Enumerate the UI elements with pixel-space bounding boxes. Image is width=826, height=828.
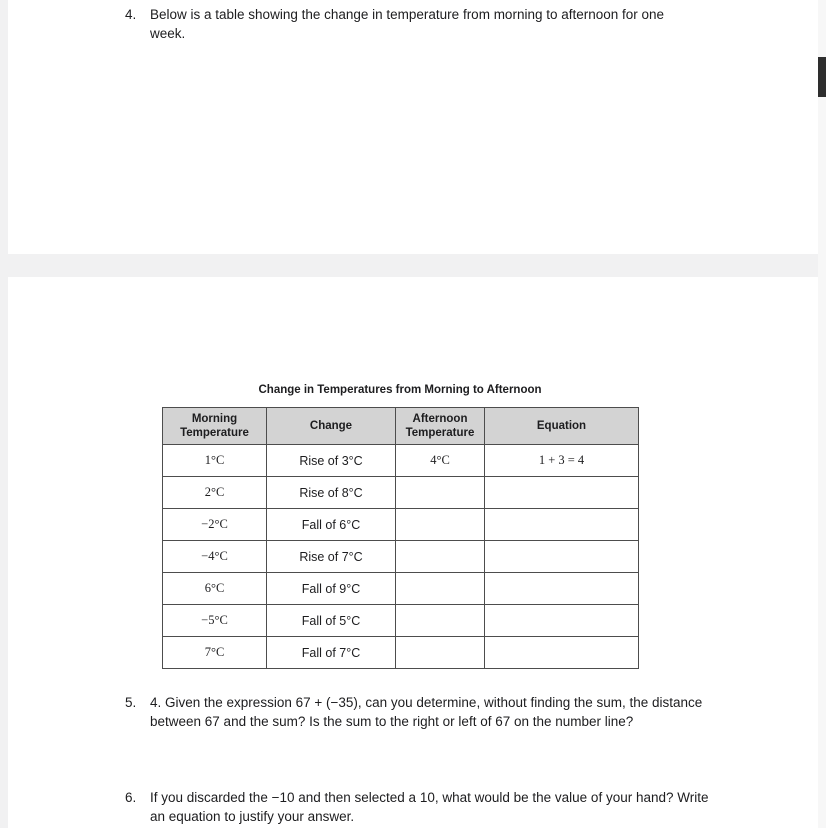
table-cell [396,509,485,541]
table-cell [485,509,639,541]
table-row [163,445,639,477]
table-cell: Fall of 6°C [267,509,396,541]
table-cell: Rise of 8°C [267,477,396,509]
table-cell [485,637,639,669]
table-cell: 4°C [396,445,485,477]
page-1 [8,0,818,254]
table-cell [396,541,485,573]
question-6 [125,788,721,826]
header-change: Change [267,408,396,445]
table-cell: Rise of 7°C [267,541,396,573]
table-cell: −5°C [163,605,267,637]
scrollbar-thumb[interactable] [818,57,826,97]
table-cell [396,573,485,605]
table-cell [485,573,639,605]
table-row [163,541,639,573]
table-cell: Fall of 7°C [267,637,396,669]
header-afternoon-temperature: Afternoon Temperature [396,408,485,445]
question-5-text: 4. Given the expression 67 + (−35), can you determine, without finding the sum, the distance between 67 and the sum? Is the sum to the right or left of 67 on the number line? [150,695,703,729]
temperature-table [162,407,639,669]
question-5 [125,693,721,731]
table-cell: −2°C [163,509,267,541]
header-morning-temperature: Morning Temperature [163,408,267,445]
temperature-table-grid [162,407,639,669]
header-equation: Equation [485,408,639,445]
table-row [163,637,639,669]
question-4-text: Below is a table showing the change in temperature from morning to afternoon for one week. [150,7,665,41]
question-6-number: 6. [125,790,137,805]
table-cell: 1°C [163,445,267,477]
table-cell: 2°C [163,477,267,509]
question-5-number: 5. [125,695,137,710]
scrollbar[interactable] [818,0,826,828]
table-cell: 6°C [163,573,267,605]
page-gap [0,254,826,277]
table-cell [396,637,485,669]
table-cell: −4°C [163,541,267,573]
table-cell [396,605,485,637]
table-cell [485,541,639,573]
table-row [163,605,639,637]
table-cell: Fall of 9°C [267,573,396,605]
question-4-number: 4. [125,7,137,22]
table-cell: 1 + 3 = 4 [485,445,639,477]
table-cell [485,605,639,637]
page-2 [8,277,818,828]
question-6-text: If you discarded the −10 and then selected a 10, what would be the value of your hand? Write an equation to justify your answer. [150,790,709,824]
table-row [163,509,639,541]
table-cell [485,477,639,509]
table-cell [396,477,485,509]
table-row [163,573,639,605]
table-row [163,477,639,509]
table-cell: 7°C [163,637,267,669]
question-4 [125,5,670,43]
table-body [163,445,639,669]
table-cell: Fall of 5°C [267,605,396,637]
table-title: Change in Temperatures from Morning to Afternoon [258,384,542,396]
table-cell: Rise of 3°C [267,445,396,477]
table-header-row [163,408,639,445]
